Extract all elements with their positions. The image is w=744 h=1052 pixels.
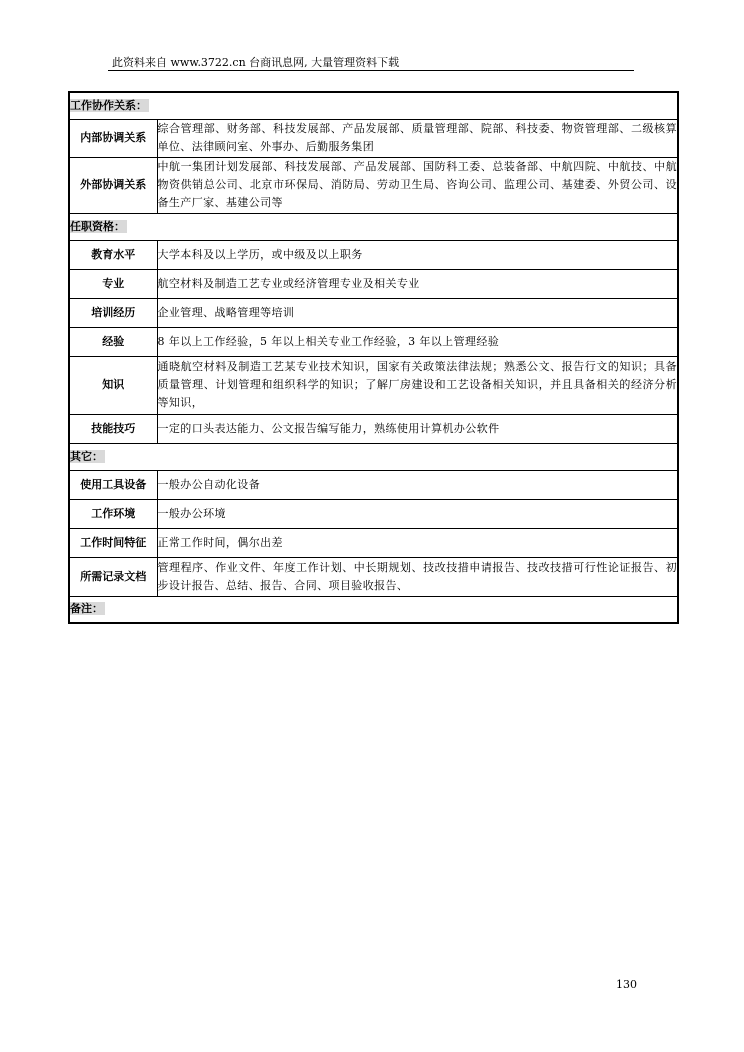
table-row [69, 528, 678, 557]
row-label: 培训经历 [69, 298, 157, 327]
row-value: 综合管理部、财务部、科技发展部、产品发展部、质量管理部、院部、科技委、物资管理部、二级核算单位、法律顾问室、外事办、后勤服务集团 [157, 119, 678, 157]
table-row [69, 557, 678, 596]
section-title-cooperation: 工作协作关系： [69, 92, 678, 119]
section-row-other [69, 443, 678, 470]
row-label: 教育水平 [69, 240, 157, 269]
row-label: 技能技巧 [69, 414, 157, 443]
section-title-remarks: 备注： [69, 596, 678, 623]
row-value: 管理程序、作业文件、年度工作计划、中长期规划、技改技措申请报告、技改技措可行性论证报告、初步设计报告、总结、报告、合同、项目验收报告、 [157, 557, 678, 596]
row-label: 知识 [69, 356, 157, 414]
section-row-cooperation [69, 92, 678, 119]
row-value: 航空材料及制造工艺专业或经济管理专业及相关专业 [157, 269, 678, 298]
row-value: 8 年以上工作经验，5 年以上相关专业工作经验，3 年以上管理经验 [157, 327, 678, 356]
page-number: 130 [616, 978, 637, 991]
table-row [69, 269, 678, 298]
row-label: 外部协调关系 [69, 157, 157, 213]
table-row [69, 119, 678, 157]
table-row [69, 356, 678, 414]
row-value: 正常工作时间，偶尔出差 [157, 528, 678, 557]
table-row [69, 470, 678, 499]
header-rule [108, 70, 634, 71]
row-label: 内部协调关系 [69, 119, 157, 157]
job-description-table [68, 91, 679, 624]
table-row [69, 414, 678, 443]
row-value: 一般办公自动化设备 [157, 470, 678, 499]
row-label: 工作时间特征 [69, 528, 157, 557]
row-value: 企业管理、战略管理等培训 [157, 298, 678, 327]
row-label: 经验 [69, 327, 157, 356]
row-value: 中航一集团计划发展部、科技发展部、产品发展部、国防科工委、总装备部、中航四院、中航技、中航物资供销总公司、北京市环保局、消防局、劳动卫生局、咨询公司、监理公司、基建委、外贸公司、设备生产厂家、基建公司等 [157, 157, 678, 213]
section-row-remarks [69, 596, 678, 623]
table-row [69, 298, 678, 327]
row-value: 通晓航空材料及制造工艺某专业技术知识，国家有关政策法律法规；熟悉公文、报告行文的知识；具备质量管理、计划管理和组织科学的知识；了解厂房建设和工艺设备相关知识，并且具备相关的经济分析等知识， [157, 356, 678, 414]
table-row [69, 240, 678, 269]
row-value: 大学本科及以上学历，或中级及以上职务 [157, 240, 678, 269]
table-row [69, 157, 678, 213]
table-row [69, 499, 678, 528]
section-row-qualifications [69, 213, 678, 240]
row-value: 一定的口头表达能力、公文报告编写能力，熟练使用计算机办公软件 [157, 414, 678, 443]
row-label: 使用工具设备 [69, 470, 157, 499]
row-label: 所需记录文档 [69, 557, 157, 596]
table-row [69, 327, 678, 356]
page-header: 此资料来自 www.3722.cn 台商讯息网, 大量管理资料下载 [112, 56, 400, 69]
section-title-qualifications: 任职资格： [69, 213, 678, 240]
row-label: 工作环境 [69, 499, 157, 528]
row-label: 专业 [69, 269, 157, 298]
section-title-other: 其它： [69, 443, 678, 470]
row-value: 一般办公环境 [157, 499, 678, 528]
